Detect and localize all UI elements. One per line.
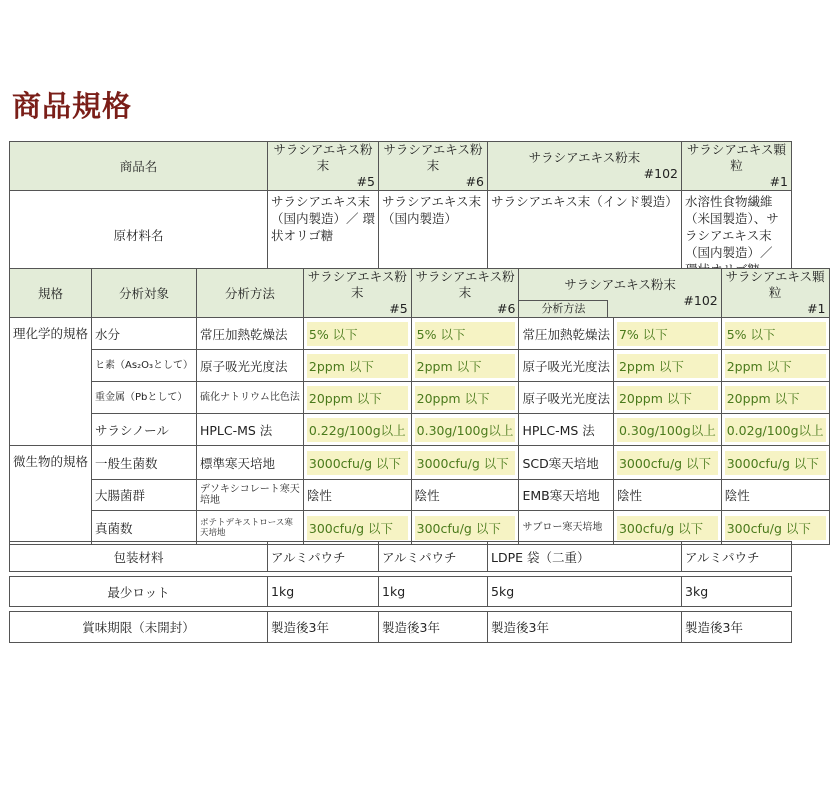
method-102-arsenic: 原子吸光光度法: [519, 350, 614, 382]
packaging-5: アルミパウチ: [268, 542, 379, 572]
target-coliform: 大腸菌群: [92, 480, 197, 511]
method-moisture: 常圧加熱乾燥法: [196, 318, 303, 350]
method-arsenic: 原子吸光光度法: [196, 350, 303, 382]
method-fungi: ポテトデキストロース寒天培地: [196, 511, 303, 545]
page-title: 商品規格: [12, 89, 133, 123]
raw-material-label: 原材料名: [10, 191, 268, 279]
min-lot-table: [9, 576, 792, 607]
value-1-bacteria: 3000cfu/g 以下: [721, 446, 829, 480]
target-salacinol: サラシノール: [92, 414, 197, 446]
packaging-6: アルミパウチ: [379, 542, 488, 572]
product-info-table: [9, 141, 792, 279]
value-5-coliform: 陰性: [303, 480, 411, 511]
value-1-fungi: 300cfu/g 以下: [721, 511, 829, 545]
value-1-arsenic: 2ppm 以下: [721, 350, 829, 382]
packaging-table: [9, 541, 792, 572]
min-lot-label: 最少ロット: [10, 577, 268, 607]
spec-product-header-5: サラシアエキス粉末 #5: [303, 269, 411, 318]
value-102-coliform: 陰性: [613, 480, 721, 511]
target-heavy-metal: 重金属（Pbとして）: [92, 382, 197, 414]
value-102-heavy-metal: 20ppm 以下: [613, 382, 721, 414]
value-5-arsenic: 2ppm 以下: [303, 350, 411, 382]
shelf-life-table: [9, 611, 792, 643]
shelf-life-5: 製造後3年: [268, 612, 379, 643]
value-1-salacinol: 0.02g/100g以上: [721, 414, 829, 446]
spec-product-header-102: サラシアエキス粉末 #102 分析方法: [519, 269, 721, 318]
shelf-life-6: 製造後3年: [379, 612, 488, 643]
raw-material-5: サラシアエキス末（国内製造）／ 環状オリゴ糖: [268, 191, 379, 279]
raw-material-6: サラシアエキス末（国内製造）: [379, 191, 488, 279]
value-6-moisture: 5% 以下: [411, 318, 519, 350]
packaging-1: アルミパウチ: [682, 542, 792, 572]
product-header-5: サラシアエキス粉末 #5: [268, 142, 379, 191]
method-102-coliform: EMB寒天培地: [519, 480, 614, 511]
method-bacteria: 標準寒天培地: [196, 446, 303, 480]
target-bacteria: 一般生菌数: [92, 446, 197, 480]
spec-product-header-1: サラシアエキス顆粒 #1: [721, 269, 829, 318]
value-102-fungi: 300cfu/g 以下: [613, 511, 721, 545]
spec-product-header-6: サラシアエキス粉末 #6: [411, 269, 519, 318]
value-6-coliform: 陰性: [411, 480, 519, 511]
spec-header: 規格: [10, 269, 92, 318]
method-102-heavy-metal: 原子吸光光度法: [519, 382, 614, 414]
min-lot-1: 3kg: [682, 577, 792, 607]
value-5-bacteria: 3000cfu/g 以下: [303, 446, 411, 480]
method-102-bacteria: SCD寒天培地: [519, 446, 614, 480]
value-1-heavy-metal: 20ppm 以下: [721, 382, 829, 414]
group-micro: 微生物的規格: [10, 446, 92, 545]
value-6-salacinol: 0.30g/100g以上: [411, 414, 519, 446]
value-1-moisture: 5% 以下: [721, 318, 829, 350]
value-5-fungi: 300cfu/g 以下: [303, 511, 411, 545]
method-102-moisture: 常圧加熱乾燥法: [519, 318, 614, 350]
product-header-6: サラシアエキス粉末 #6: [379, 142, 488, 191]
min-lot-102: 5kg: [488, 577, 682, 607]
method-102-salacinol: HPLC-MS 法: [519, 414, 614, 446]
target-moisture: 水分: [92, 318, 197, 350]
value-5-moisture: 5% 以下: [303, 318, 411, 350]
value-6-bacteria: 3000cfu/g 以下: [411, 446, 519, 480]
spec-table: [9, 268, 830, 545]
method-102-fungi: サブロー寒天培地: [519, 511, 614, 545]
shelf-life-label: 賞味期限（未開封）: [10, 612, 268, 643]
value-6-heavy-metal: 20ppm 以下: [411, 382, 519, 414]
value-102-moisture: 7% 以下: [613, 318, 721, 350]
value-102-bacteria: 3000cfu/g 以下: [613, 446, 721, 480]
product-name-label: 商品名: [10, 142, 268, 191]
method-102-header: 分析方法: [518, 300, 608, 318]
value-6-fungi: 300cfu/g 以下: [411, 511, 519, 545]
shelf-life-1: 製造後3年: [682, 612, 792, 643]
value-102-arsenic: 2ppm 以下: [613, 350, 721, 382]
method-header: 分析方法: [196, 269, 303, 318]
method-heavy-metal: 硫化ナトリウム比色法: [196, 382, 303, 414]
packaging-label: 包装材料: [10, 542, 268, 572]
method-salacinol: HPLC-MS 法: [196, 414, 303, 446]
value-6-arsenic: 2ppm 以下: [411, 350, 519, 382]
raw-material-1: 水溶性食物繊維（米国製造）、サラシアエキス末（国内製造）／: [682, 191, 792, 279]
target-arsenic: ヒ素（As₂O₃として）: [92, 350, 197, 382]
value-1-coliform: 陰性: [721, 480, 829, 511]
value-5-salacinol: 0.22g/100g以上: [303, 414, 411, 446]
product-header-102: サラシアエキス粉末 #102: [488, 142, 682, 191]
target-header: 分析対象: [92, 269, 197, 318]
value-5-heavy-metal: 20ppm 以下: [303, 382, 411, 414]
value-102-salacinol: 0.30g/100g以上: [613, 414, 721, 446]
target-fungi: 真菌数: [92, 511, 197, 545]
min-lot-6: 1kg: [379, 577, 488, 607]
method-coliform: デソキシコレート寒天培地: [196, 480, 303, 511]
packaging-102: LDPE 袋（二重）: [488, 542, 682, 572]
group-physchem: 理化学的規格: [10, 318, 92, 446]
product-header-1: サラシアエキス顆粒 #1: [682, 142, 792, 191]
raw-material-102: サラシアエキス末（インド製造）: [488, 191, 682, 279]
min-lot-5: 1kg: [268, 577, 379, 607]
shelf-life-102: 製造後3年: [488, 612, 682, 643]
